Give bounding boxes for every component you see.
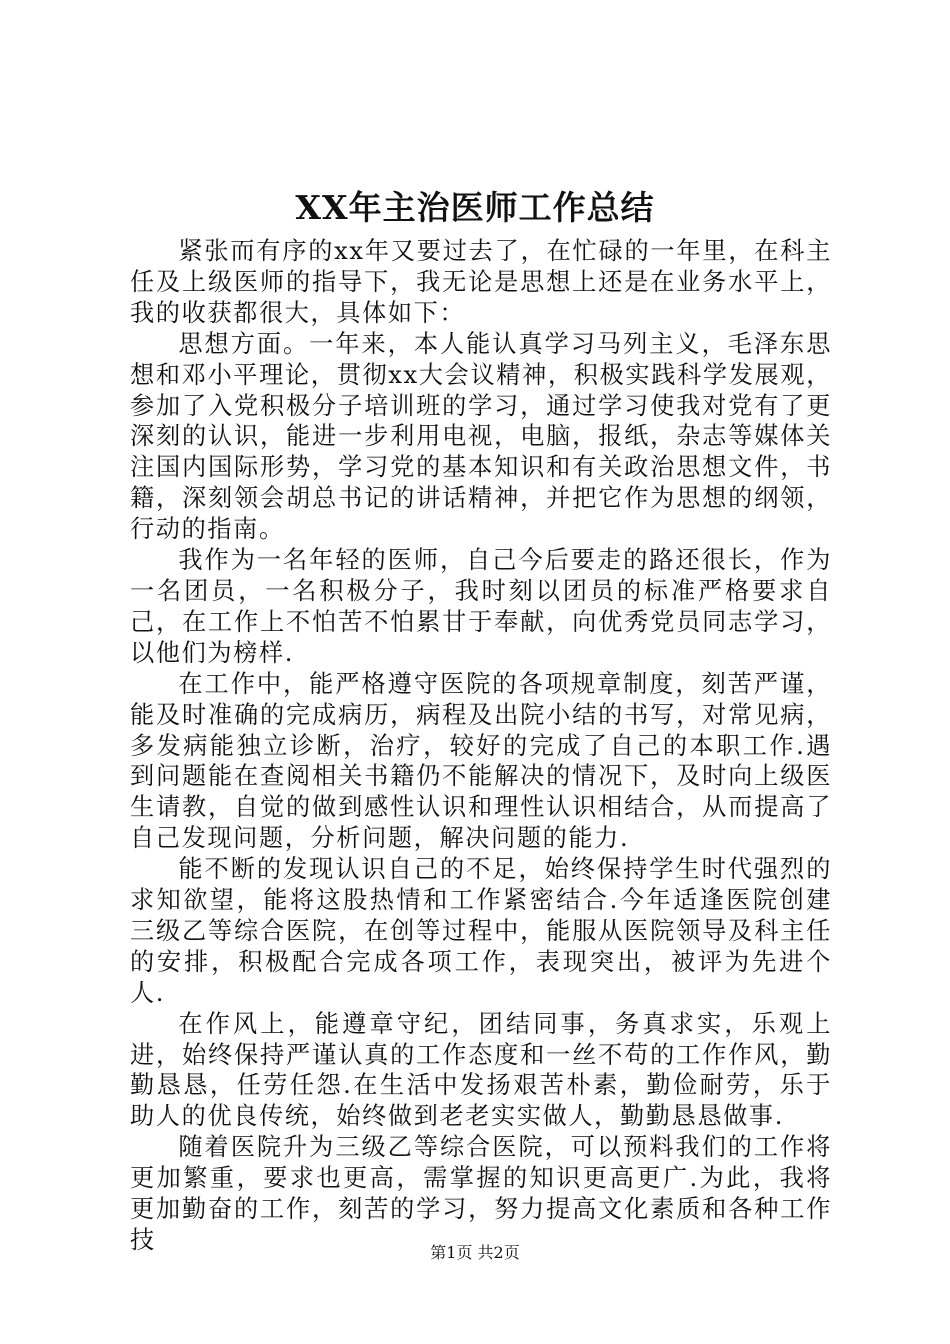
document-title: XX年主治医师工作总结	[295, 188, 655, 227]
paragraph-intro: 紧张而有序的xx年又要过去了，在忙碌的一年里，在科主任及上级医师的指导下，我无论是思想上还是在业务水平上，我的收获都很大，具体如下：	[130, 237, 832, 327]
paragraph-outlook: 随着医院升为三级乙等综合医院，可以预料我们的工作将更加繁重，要求也更高，需掌握的知识更高更广.为此，我将更加勤奋的工作，刻苦的学习，努力提高文化素质和各种工作技	[130, 1133, 832, 1254]
document-body	[130, 236, 832, 1256]
paragraph-young-doctor: 我作为一名年轻的医师，自己今后要走的路还很长，作为一名团员，一名积极分子，我时刻以团员的标准严格要求自己，在工作上不怕苦不怕累甘于奉献，向优秀党员同志学习，以他们为榜样.	[130, 546, 832, 667]
paragraph-thought: 思想方面。一年来，本人能认真学习马列主义，毛泽东思想和邓小平理论，贯彻xx大会议精神，积极实践科学发展观，参加了入党积极分子培训班的学习，通过学习使我对党有了更深刻的认识，能进一步利用电视，电脑，报纸，杂志等媒体关注国内国际形势，学习党的基本知识和有关政治思想文件，书籍，深刻领会胡总书记的讲话精神，并把它作为思想的纲领，行动的指南。	[130, 329, 832, 544]
page-number-footer: 第1页 共2页	[430, 1243, 520, 1262]
paragraph-conduct: 在作风上，能遵章守纪，团结同事，务真求实，乐观上进，始终保持严谨认真的工作态度和一丝不苟的工作作风，勤勤恳恳，任劳任怨.在生活中发扬艰苦朴素，勤俭耐劳，乐于助人的优良传统，始终做到老老实实做人，勤勤恳恳做事.	[130, 1009, 832, 1131]
paragraph-work: 在工作中，能严格遵守医院的各项规章制度，刻苦严谨，能及时准确的完成病历，病程及出院小结的书写，对常见病，多发病能独立诊断，治疗，较好的完成了自己的本职工作.遇到问题能在查阅相关书籍仍不能解决的情况下，及时向上级医生请教，自觉的做到感性认识和理性认识相结合，从而提高了自己发现问题，分析问题，解决问题的能力.	[130, 669, 832, 853]
paragraph-learning: 能不断的发现认识自己的不足，始终保持学生时代强烈的求知欲望，能将这股热情和工作紧密结合.今年适逢医院创建三级乙等综合医院，在创等过程中，能服从医院领导及科主任的安排，积极配合完成各项工作，表现突出，被评为先进个人.	[130, 855, 832, 1007]
